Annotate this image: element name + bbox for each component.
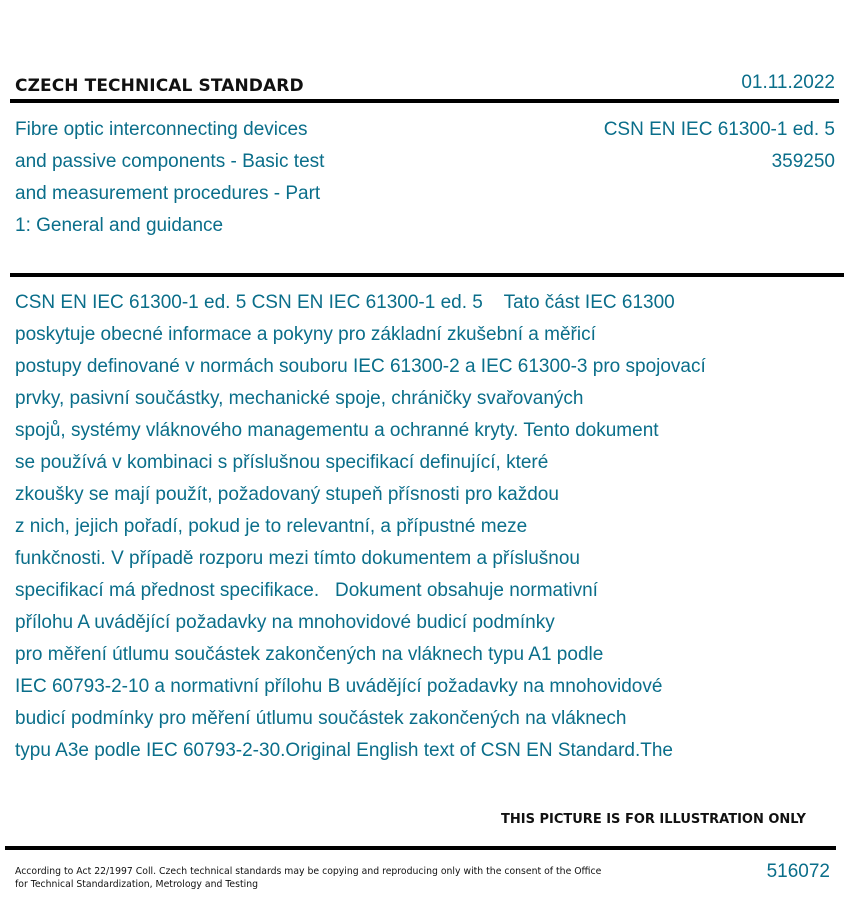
abstract-line: CSN EN IEC 61300-1 ed. 5 CSN EN IEC 61300-1 ed. 5 Tato část IEC 61300 (15, 292, 675, 313)
footer-divider (5, 846, 836, 850)
standard-type-heading: CZECH TECHNICAL STANDARD (15, 76, 304, 96)
document-title-line: 1: General and guidance (15, 215, 224, 236)
document-title (15, 114, 395, 242)
document-title-line: and measurement procedures - Part (15, 183, 321, 204)
abstract-line: se používá v kombinaci s příslušnou specifikací definující, které (15, 452, 549, 473)
abstract-line: pro měření útlumu součástek zakončených na vláknech typu A1 podle (15, 644, 604, 665)
copyright-note-line: According to Act 22/1997 Coll. Czech technical standards may be copying and reproducing only with the consent of the Office (15, 866, 602, 877)
copyright-note-line: for Technical Standardization, Metrology and Testing (15, 879, 259, 890)
classification-number: 359250 (771, 151, 835, 172)
abstract-line: postupy definované v normách souboru IEC 61300-2 a IEC 61300-3 pro spojovací (15, 356, 706, 377)
abstract-line: typu A3e podle IEC 60793-2-30.Original English text of CSN EN Standard.The (15, 740, 673, 761)
document-title-line: and passive components - Basic test (15, 151, 325, 172)
publication-date: 01.11.2022 (741, 72, 835, 93)
section-divider (10, 273, 844, 277)
header-divider (10, 99, 839, 103)
abstract-line: poskytuje obecné informace a pokyny pro základní zkušební a měřicí (15, 324, 596, 345)
abstract-line: funkčnosti. V případě rozporu mezi tímto dokumentem a příslušnou (15, 548, 580, 569)
abstract-line: z nich, jejich pořadí, pokud je to relevantní, a přípustné meze (15, 516, 528, 537)
copyright-note (15, 865, 615, 891)
standard-code: CSN EN IEC 61300-1 ed. 5 (603, 119, 835, 140)
document-identifiers (604, 114, 835, 178)
abstract-text (15, 287, 855, 767)
abstract-line: prvky, pasivní součástky, mechanické spoje, chráničky svařovaných (15, 388, 584, 409)
abstract-line: přílohu A uvádějící požadavky na mnohovidové budicí podmínky (15, 612, 555, 633)
abstract-line: spojů, systémy vláknového managementu a ochranné kryty. Tento dokument (15, 420, 659, 441)
abstract-line: zkoušky se mají použít, požadovaný stupeň přísnosti pro každou (15, 484, 559, 505)
abstract-line: specifikací má přednost specifikace. Dokument obsahuje normativní (15, 580, 598, 601)
abstract-line: IEC 60793-2-10 a normativní přílohu B uvádějící požadavky na mnohovidové (15, 676, 663, 697)
document-title-line: Fibre optic interconnecting devices (15, 119, 308, 140)
footer-number: 516072 (766, 861, 830, 882)
abstract-line: budicí podmínky pro měření útlumu součástek zakončených na vláknech (15, 708, 627, 729)
illustration-notice: THIS PICTURE IS FOR ILLUSTRATION ONLY (501, 812, 806, 827)
